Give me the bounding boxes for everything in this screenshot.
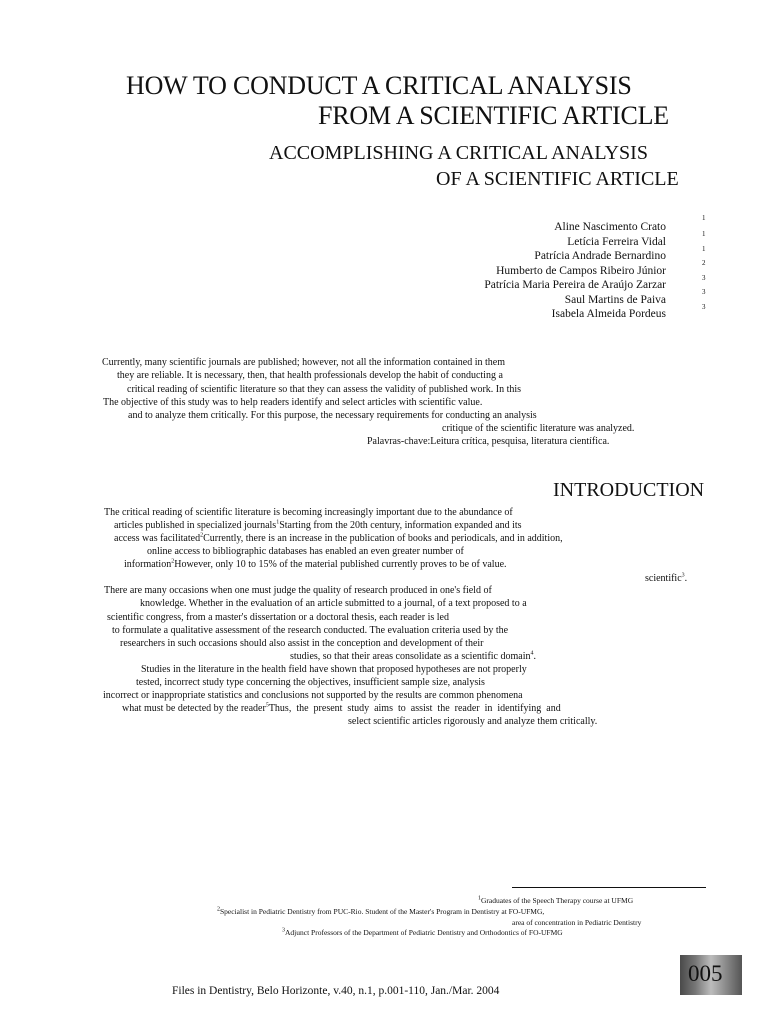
author-affiliation-mark: 3 bbox=[702, 303, 706, 311]
abstract-line: Currently, many scientific journals are published; however, not all the information contained in them bbox=[102, 357, 506, 368]
author-name: Saul Martins de Paiva bbox=[564, 294, 666, 306]
intro-line: select scientific articles rigorously and analyze them critically. bbox=[348, 716, 598, 727]
author-name: Isabela Almeida Pordeus bbox=[551, 308, 666, 320]
intro-line: researchers in such occasions should also assist in the conception and development of their bbox=[120, 638, 484, 649]
intro-line: scientific congress, from a master's dissertation or a doctoral thesis, each reader is led bbox=[107, 612, 449, 623]
footnote: $^1$Graduates of the Speech Therapy course at UFMG bbox=[478, 895, 634, 905]
keywords: Palavras-chave:Leitura crítica, pesquisa, literatura científica. bbox=[367, 436, 610, 447]
article-subtitle-line-1: ACCOMPLISHING A CRITICAL ANALYSIS bbox=[269, 142, 648, 164]
abstract-line: critical reading of scientific literature so that they can assess the validity of published work. In this bbox=[127, 384, 522, 395]
footnote: $^3$Adjunct Professors of the Department of Pediatric Dentistry and Orthodontics of FO-UFMG bbox=[282, 927, 563, 937]
abstract-line: they are reliable. It is necessary, then, that health professionals develop the habit of conducting a bbox=[117, 370, 503, 381]
abstract-line: and to analyze them critically. For this purpose, the necessary requirements for conducting an analysis bbox=[128, 410, 537, 421]
article-subtitle-line-2: OF A SCIENTIFIC ARTICLE bbox=[436, 168, 679, 190]
intro-line: online access to bibliographic databases has enabled an even greater number of bbox=[147, 546, 464, 557]
intro-line: incorrect or inappropriate statistics and conclusions not supported by the results are common phenomena bbox=[103, 690, 523, 701]
article-title-line-1: HOW TO CONDUCT A CRITICAL ANALYSIS bbox=[126, 71, 632, 100]
intro-line: information$^2$However, only 10 to 15% of the material published currently proves to be of value. bbox=[124, 558, 507, 570]
intro-line: what must be detected by the reader$^5$Thus, the present study aims to assist the reader in identifying and bbox=[122, 702, 561, 714]
intro-line: tested, incorrect study type concerning the objectives, insufficient sample size, analysis bbox=[136, 677, 485, 688]
intro-line: The critical reading of scientific literature is becoming increasingly important due to the abundance of bbox=[104, 507, 513, 518]
footnote: area of concentration in Pediatric Dentistry bbox=[512, 918, 642, 927]
intro-line: articles published in specialized journals$^1$Starting from the 20th century, information expanded and its bbox=[114, 519, 522, 531]
article-title-line-2: FROM A SCIENTIFIC ARTICLE bbox=[318, 101, 669, 130]
intro-line: There are many occasions when one must judge the quality of research produced in one's field of bbox=[104, 585, 492, 596]
intro-line: to formulate a qualitative assessment of the research conducted. The evaluation criteria used by the bbox=[112, 625, 509, 636]
author-name: Humberto de Campos Ribeiro Júnior bbox=[496, 265, 666, 277]
page-number: 005 bbox=[688, 961, 723, 986]
intro-line: access was facilitated$^2$Currently, there is an increase in the publication of books and periodicals, and in addition, bbox=[114, 532, 563, 544]
journal-citation: Files in Dentistry, Belo Horizonte, v.40, n.1, p.001-110, Jan./Mar. 2004 bbox=[172, 985, 500, 997]
intro-line: studies, so that their areas consolidate as a scientific domain$^4$. bbox=[290, 650, 536, 662]
author-affiliation-mark: 1 bbox=[702, 230, 706, 238]
page-number-box bbox=[680, 955, 742, 995]
author-affiliation-mark: 3 bbox=[702, 274, 706, 282]
intro-line: Studies in the literature in the health field have shown that proposed hypotheses are not properly bbox=[141, 664, 527, 675]
footnote-separator bbox=[512, 887, 706, 888]
footnote: $^2$Specialist in Pediatric Dentistry from PUC-Rio. Student of the Master's Program in Dentistry at FO-UFMG, bbox=[217, 906, 545, 916]
author-affiliation-mark: 1 bbox=[702, 214, 706, 222]
author-affiliation-mark: 1 bbox=[702, 245, 706, 253]
author-affiliation-mark: 2 bbox=[702, 259, 706, 267]
author-name: Patrícia Maria Pereira de Araújo Zarzar bbox=[484, 279, 666, 291]
author-affiliation-mark: 3 bbox=[702, 288, 706, 296]
abstract-line: critique of the scientific literature was analyzed. bbox=[442, 423, 635, 434]
section-heading-introduction: INTRODUCTION bbox=[553, 479, 705, 501]
intro-line: knowledge. Whether in the evaluation of an article submitted to a journal, of a text proposed to a bbox=[140, 598, 527, 609]
author-name: Patrícia Andrade Bernardino bbox=[534, 250, 666, 262]
author-name: Letícia Ferreira Vidal bbox=[567, 236, 666, 248]
intro-line: scientific$^3$. bbox=[645, 572, 688, 584]
abstract-line: The objective of this study was to help readers identify and select articles with scientific value. bbox=[103, 397, 483, 408]
author-name: Aline Nascimento Crato bbox=[554, 221, 666, 233]
